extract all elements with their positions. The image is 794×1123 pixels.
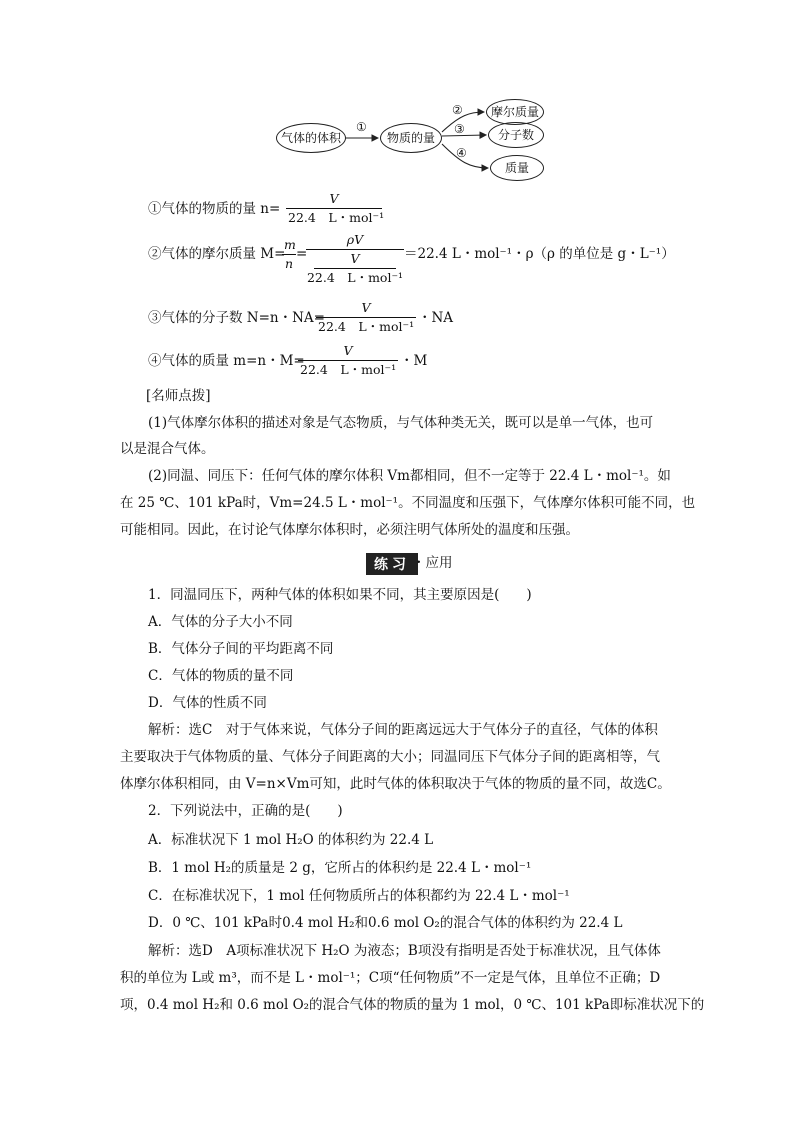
q1-option-b: B．气体分子间的平均距离不同 <box>148 641 334 657</box>
formula-2-inner-den: 22.4 L・mol⁻¹ <box>306 270 404 285</box>
formula-4-fraction <box>298 342 398 379</box>
practice-badge: 练习 <box>366 553 418 575</box>
formula-2-prefix: ②气体的摩尔质量 M= <box>148 246 286 262</box>
node-molar-mass: 摩尔质量 <box>486 99 544 125</box>
formula-4-num: V <box>298 342 398 361</box>
formula-2-suffix: ＝22.4 L・mol⁻¹・ρ（ρ 的单位是 g・L⁻¹） <box>404 246 675 262</box>
formula-1-num: V <box>286 190 382 209</box>
formula-1-fraction <box>286 190 385 227</box>
label-3: ③ <box>454 122 465 136</box>
tips-p1-line2: 以是混合气体。 <box>120 441 215 457</box>
label-2: ② <box>452 103 463 117</box>
q1-analysis-line1: 解析：选C 对于气体来说，气体分子间的距离远远大于气体分子的直径，气体的体积 <box>148 722 658 738</box>
tips-p2-line2: 在 25 ℃、101 kPa时，Vm=24.5 L・mol⁻¹。不同温度和压强下，气体摩尔体积可能不同，也 <box>120 495 696 511</box>
q1-option-a: A．气体的分子大小不同 <box>148 614 293 630</box>
formula-3-suffix: ・NA <box>418 310 454 326</box>
formula-3-den: 22.4 L・mol⁻¹ <box>318 319 415 334</box>
label-1: ① <box>356 120 367 134</box>
q2-option-b: B．1 mol H₂的质量是 2 g，它所占的体积约是 22.4 L・mol⁻¹ <box>148 860 532 876</box>
tips-p1-line1: (1)气体摩尔体积的描述对象是气态物质，与气体种类无关，既可以是单一气体，也可 <box>148 415 654 431</box>
node-amount: 物质的量 <box>380 123 442 153</box>
node-mass: 质量 <box>490 155 544 181</box>
formula-3-prefix: ③气体的分子数 N=n・NA= <box>148 310 325 326</box>
formula-2-frac1-den: n <box>284 256 294 271</box>
formula-1-den: 22.4 L・mol⁻¹ <box>288 210 385 225</box>
formula-2-inner-num: V <box>314 250 396 269</box>
formula-1-prefix: ①气体的物质的量 n= <box>148 201 281 217</box>
node-molecules: 分子数 <box>488 122 544 148</box>
node-volume: 气体的体积 <box>276 123 346 153</box>
formula-2-frac2 <box>306 231 404 287</box>
practice-badge-suffix: ・应用 <box>412 555 453 571</box>
diagram-arrows <box>0 0 794 200</box>
formula-2-frac1 <box>282 236 296 273</box>
q1-option-d: D．气体的性质不同 <box>148 695 267 711</box>
formula-3-num: V <box>316 299 416 318</box>
q2-analysis-line2: 积的单位为 L或 m³，而不是 L・mol⁻¹；C项“任何物质”不一定是气体，且单位不正确；D <box>120 970 661 986</box>
q2-stem: 2．下列说法中，正确的是( ) <box>148 803 343 819</box>
q2-option-d: D．0 ℃、101 kPa时0.4 mol H₂和0.6 mol O₂的混合气体的体积约为 22.4 L <box>148 915 623 931</box>
q1-stem: 1．同温同压下，两种气体的体积如果不同，其主要原因是( ) <box>148 587 532 603</box>
formula-4-den: 22.4 L・mol⁻¹ <box>300 362 397 377</box>
formula-2-eq: = <box>296 246 308 262</box>
tips-p2-line3: 可能相同。因此，在讨论气体摩尔体积时，必须注明气体所处的温度和压强。 <box>120 522 579 538</box>
q2-analysis-line1: 解析：选D A项标准状况下 H₂O 为液态；B项没有指明是否处于标准状况，且气体体 <box>148 943 661 959</box>
q2-option-a: A．标准状况下 1 mol H₂O 的体积约为 22.4 L <box>148 832 434 848</box>
formula-4-prefix: ④气体的质量 m=n・M= <box>148 353 305 369</box>
formula-4-suffix: ・M <box>400 353 428 369</box>
tips-p2-line1: (2)同温、同压下：任何气体的摩尔体积 Vm都相同，但不一定等于 22.4 L・mol⁻¹。如 <box>148 468 671 484</box>
q1-analysis-line2: 主要取决于气体物质的量、气体分子间距离的大小；同温同压下气体分子间的距离相等，气 <box>120 749 660 765</box>
formula-2-frac1-num: m <box>282 236 296 255</box>
tips-header: [名师点拨] <box>146 388 211 404</box>
q1-analysis-line3: 体摩尔体积相同，由 V=n×Vm可知，此时气体的体积取决于气体的物质的量不同，故选C。 <box>120 776 671 792</box>
q2-analysis-line3: 项，0.4 mol H₂和 0.6 mol O₂的混合气体的物质的量为 1 mol，0 ℃、101 kPa即标准状况下的 <box>120 997 705 1013</box>
formula-2-frac2-num: ρV <box>306 231 404 250</box>
q1-option-c: C．气体的物质的量不同 <box>148 668 294 684</box>
formula-3-fraction <box>316 299 416 336</box>
q2-option-c: C．在标准状况下，1 mol 任何物质所占的体积都约为 22.4 L・mol⁻¹ <box>148 888 570 904</box>
label-4: ④ <box>456 146 467 160</box>
